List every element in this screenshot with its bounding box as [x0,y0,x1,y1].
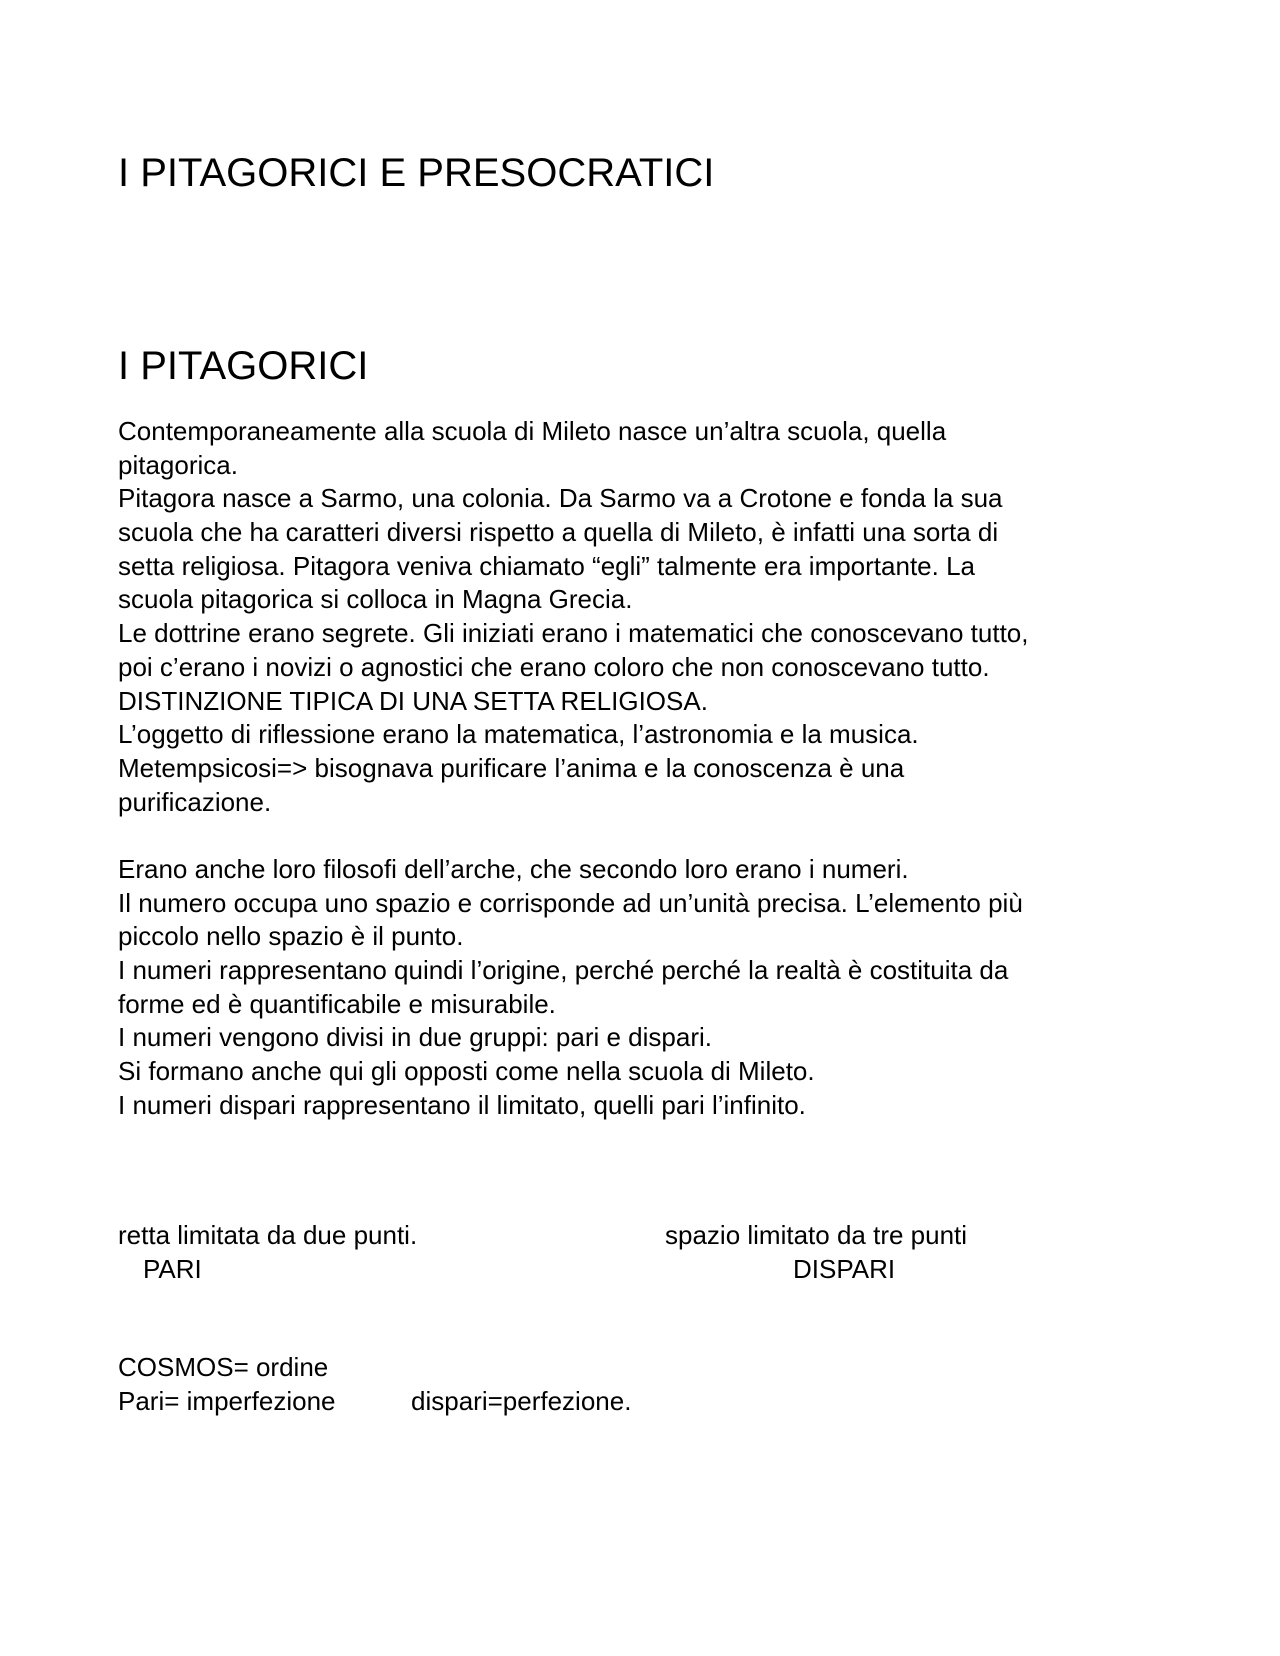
body-line: L’oggetto di riflessione erano la matematica, l’astronomia e la musica. [118,719,919,750]
body-line: Si formano anche qui gli opposti come nella scuola di Mileto. [118,1056,815,1087]
cosmos-line: COSMOS= ordine [118,1352,329,1382]
body-line: Il numero occupa uno spazio e corrisponde ad un’unità precisa. L’elemento più [118,887,1023,918]
body-line: Erano anche loro filosofi dell’arche, che secondo loro erano i numeri. [118,853,909,884]
body-line: I numeri dispari rappresentano il limitato, quelli pari l’infinito. [118,1089,806,1120]
body-line: Pitagora nasce a Sarmo, una colonia. Da Sarmo va a Crotone e fonda la sua [118,483,1003,514]
left-caption: retta limitata da due punti. [118,1220,418,1250]
left-label-pari: PARI [143,1254,202,1284]
pari-definition: Pari= imperfezione [118,1386,336,1416]
body-line: scuola che ha caratteri diversi rispetto a quella di Mileto, è infatti una sorta di [118,517,999,548]
body-line: DISTINZIONE TIPICA DI UNA SETTA RELIGIOSA. [118,685,708,716]
body-line: Le dottrine erano segrete. Gli iniziati erano i matematici che conoscevano tutto, [118,618,1029,649]
body-line: Metempsicosi=> bisognava purificare l’anima e la conoscenza è una [118,752,905,783]
body-line: setta religiosa. Pitagora veniva chiamato “egli” talmente era importante. La [118,550,975,581]
right-label-dispari: DISPARI [793,1254,896,1284]
body-line: I numeri rappresentano quindi l’origine, perché perché la realtà è costituita da [118,955,1009,985]
body-line: scuola pitagorica si colloca in Magna Grecia. [118,584,633,615]
body-text [118,415,1198,1122]
body-line: poi c’erano i novizi o agnostici che erano coloro che non conoscevano tutto. [118,651,990,682]
dispari-definition: dispari=perfezione. [411,1386,632,1416]
right-caption: spazio limitato da tre punti [665,1220,968,1250]
body-line: Contemporaneamente alla scuola di Mileto nasce un’altra scuola, quella [118,416,947,446]
body-line: purificazione. [118,786,272,817]
section-heading: I PITAGORICI [118,344,369,388]
body-line: I numeri vengono divisi in due gruppi: pari e dispari. [118,1022,713,1053]
document-title: I PITAGORICI E PRESOCRATICI [118,151,715,195]
body-line: pitagorica. [118,449,238,480]
body-line: piccolo nello spazio è il punto. [118,921,464,952]
body-line: forme ed è quantificabile e misurabile. [118,988,556,1019]
blank-line [118,819,1198,853]
